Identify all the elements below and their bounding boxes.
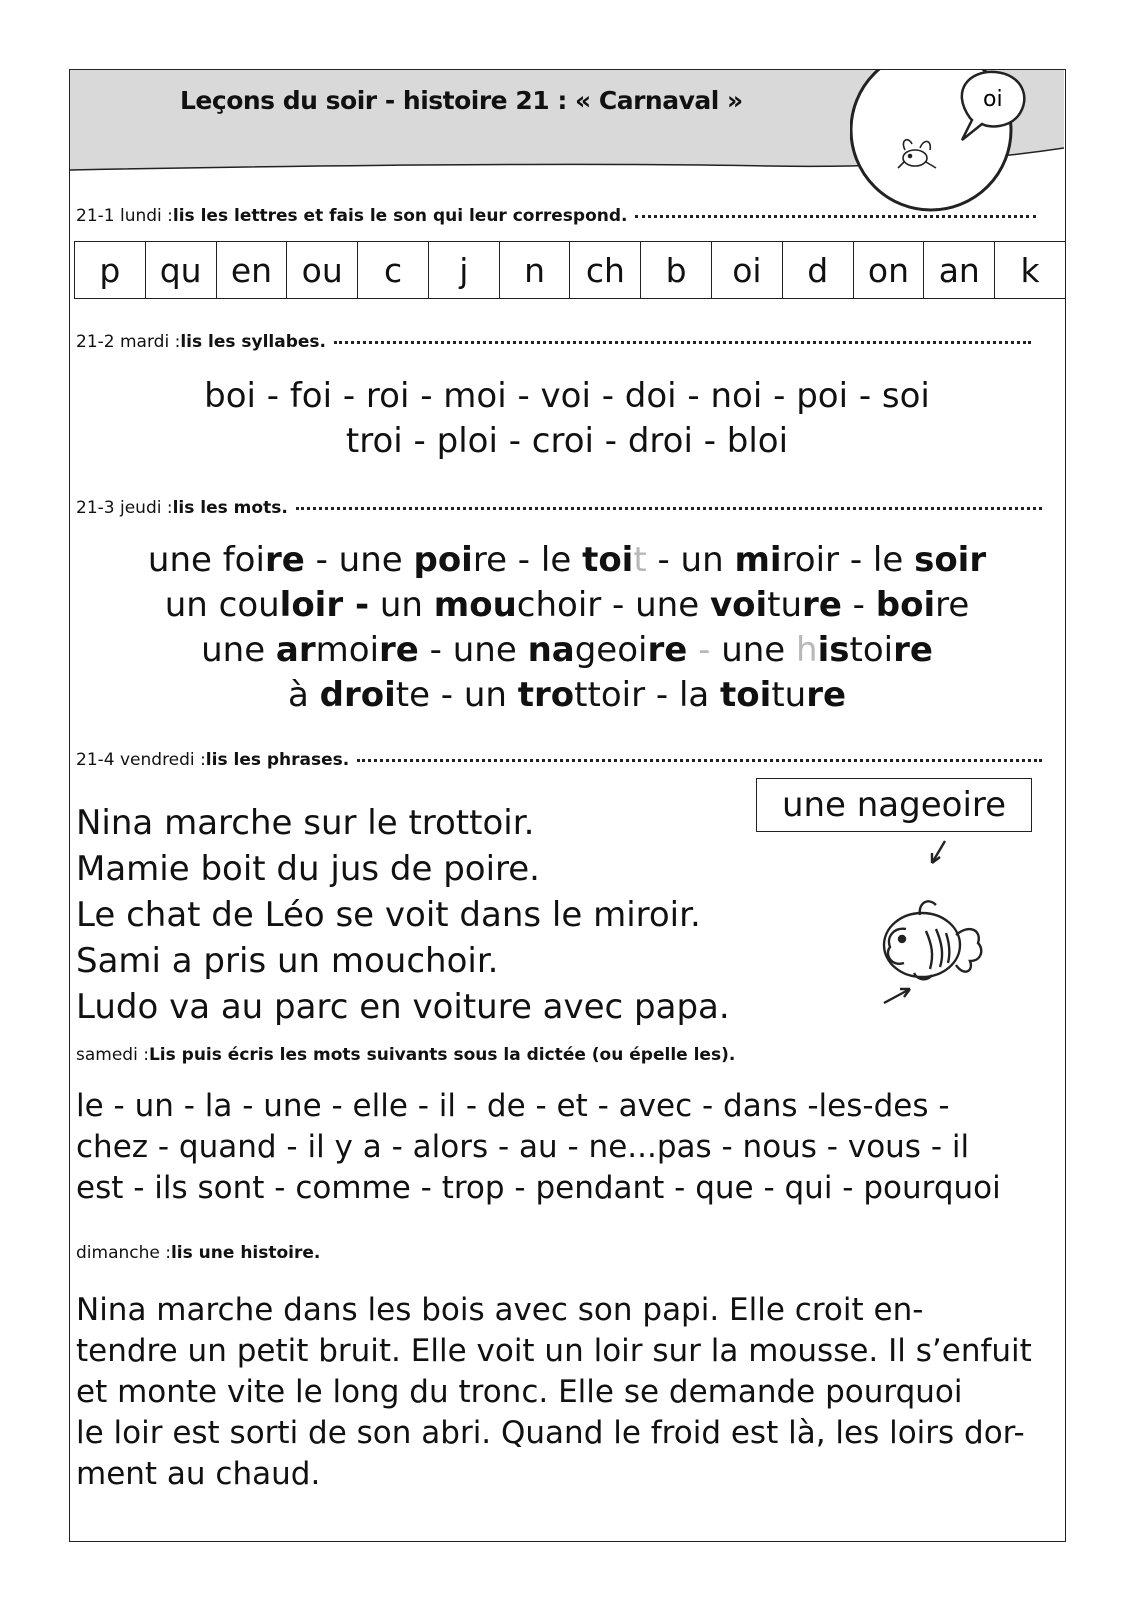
syllables-line-2: troi - ploi - croi - droi - bloi bbox=[345, 421, 789, 461]
bold-segment: boi bbox=[875, 585, 936, 625]
words-line bbox=[70, 540, 1064, 580]
story-line: et monte vite le long du tronc. Elle se demande pourquoi bbox=[76, 1374, 963, 1410]
story-block bbox=[76, 1290, 1032, 1495]
bubble-text: oi bbox=[983, 87, 1003, 112]
letters-table bbox=[74, 241, 1066, 299]
section-instruction: lis les lettres et fais le son qui leur correspond. bbox=[172, 206, 628, 226]
story-line: ment au chaud. bbox=[76, 1456, 321, 1492]
word-segment: - une bbox=[304, 540, 414, 580]
word-segment: - un bbox=[646, 540, 735, 580]
section-instruction: lis une histoire. bbox=[170, 1243, 321, 1263]
sentence: Mamie boit du jus de poire. bbox=[76, 849, 540, 889]
section-lundi-label bbox=[76, 206, 1036, 226]
letter-cell: j bbox=[429, 242, 500, 298]
section-day: 21-3 jeudi : bbox=[76, 498, 173, 518]
sight-words-line: chez - quand - il y a - alors - au - ne...pas - nous - vous - il bbox=[76, 1129, 970, 1165]
sound-badge bbox=[850, 70, 1050, 220]
bold-segment: droi bbox=[319, 675, 396, 715]
bold-segment: soir bbox=[914, 540, 987, 580]
illustration-label-box: une nageoire bbox=[756, 778, 1032, 832]
word-segment: - bbox=[687, 630, 722, 670]
bold-segment: re bbox=[893, 630, 933, 670]
letter-cell: qu bbox=[146, 242, 217, 298]
letter-cell: oi bbox=[712, 242, 783, 298]
section-day: samedi : bbox=[76, 1045, 149, 1065]
section-instruction: lis les phrases. bbox=[205, 750, 350, 770]
sight-words-line: est - ils sont - comme - trop - pendant - que - qui - pourquoi bbox=[76, 1170, 1001, 1206]
page-title: Leçons du soir - histoire 21 : « Carnaval » bbox=[180, 86, 743, 115]
word-segment: moi bbox=[315, 630, 380, 670]
letter-cell: en bbox=[217, 242, 288, 298]
word-segment: toi bbox=[849, 630, 894, 670]
sight-words-block bbox=[76, 1086, 1001, 1209]
bold-segment: poi bbox=[413, 540, 473, 580]
section-dimanche-label bbox=[76, 1243, 320, 1263]
story-line: le loir est sorti de son abri. Quand le froid est là, les loirs dor- bbox=[76, 1415, 1025, 1451]
section-day: 21-2 mardi : bbox=[76, 332, 181, 352]
fish-illustration bbox=[870, 835, 1030, 1015]
word-segment: une bbox=[721, 630, 797, 670]
word-segment: - bbox=[841, 585, 876, 625]
word-segment: choir - une bbox=[516, 585, 710, 625]
words-line bbox=[70, 630, 1064, 670]
word-segment: roir - le bbox=[781, 540, 915, 580]
section-day: 21-4 vendredi : bbox=[76, 750, 206, 770]
section-instruction: Lis puis écris les mots suivants sous la dictée (ou épelle les). bbox=[148, 1045, 736, 1065]
bold-segment: re bbox=[806, 675, 847, 715]
sentence: Ludo va au parc en voiture avec papa. bbox=[76, 987, 730, 1027]
bold-segment: mi bbox=[734, 540, 782, 580]
bold-segment: voi bbox=[709, 585, 768, 625]
syllables-line-1: boi - foi - roi - moi - voi - doi - noi - poi - soi bbox=[204, 376, 930, 416]
section-jeudi-label bbox=[76, 498, 1042, 518]
sight-words-line: le - un - la - une - elle - il - de - et - avec - dans -les-des - bbox=[76, 1088, 950, 1124]
word-segment: tu bbox=[767, 585, 803, 625]
story-line: Nina marche dans les bois avec son papi. Elle croit en- bbox=[76, 1292, 924, 1328]
bold-segment: tro bbox=[517, 675, 575, 715]
words-line bbox=[70, 585, 1064, 625]
letter-cell: an bbox=[924, 242, 995, 298]
letter-cell: k bbox=[1020, 250, 1040, 290]
section-instruction: lis les syllabes. bbox=[180, 332, 326, 352]
letter-cell: p bbox=[75, 242, 146, 298]
letter-cell: ch bbox=[570, 242, 641, 298]
word-segment: un cou bbox=[164, 585, 280, 625]
bold-segment: is bbox=[817, 630, 850, 670]
bold-segment: re bbox=[802, 585, 842, 625]
bold-segment: re bbox=[647, 630, 688, 670]
letter-cell: n bbox=[500, 242, 571, 298]
worksheet bbox=[69, 69, 1066, 1542]
section-instruction: lis les mots. bbox=[172, 498, 288, 518]
bold-segment: re bbox=[379, 630, 419, 670]
bold-segment: loir - bbox=[279, 585, 370, 625]
dotted-rule bbox=[635, 215, 1036, 218]
word-segment: geoi bbox=[574, 630, 648, 670]
word-segment: te - un bbox=[395, 675, 518, 715]
word-segment: re bbox=[935, 585, 970, 625]
words-line bbox=[70, 675, 1064, 715]
bold-segment: re bbox=[264, 540, 305, 580]
header-banner bbox=[70, 70, 1064, 180]
section-mardi-label bbox=[76, 332, 1031, 352]
sentence: Nina marche sur le trottoir. bbox=[76, 803, 535, 843]
letter-cell: ou bbox=[287, 242, 358, 298]
section-vendredi-label bbox=[76, 750, 1042, 770]
word-segment: - une bbox=[418, 630, 528, 670]
bold-segment: na bbox=[527, 630, 575, 670]
dotted-rule bbox=[357, 759, 1042, 762]
bold-segment: ar bbox=[275, 630, 316, 670]
word-segment: re - le bbox=[472, 540, 583, 580]
letter-cell: b bbox=[641, 242, 712, 298]
sentences-block bbox=[76, 800, 730, 1030]
letter-cell: on bbox=[854, 242, 925, 298]
word-segment: t bbox=[633, 540, 647, 580]
dotted-rule bbox=[296, 507, 1042, 510]
section-samedi-label bbox=[76, 1045, 735, 1065]
story-line: tendre un petit bruit. Elle voit un loir sur la mousse. Il s’enfuit bbox=[76, 1333, 1032, 1369]
word-segment: à bbox=[287, 675, 320, 715]
arrow-line bbox=[932, 841, 945, 863]
section-day: 21-1 lundi : bbox=[76, 206, 173, 226]
bold-segment: toi bbox=[720, 675, 772, 715]
word-segment: tu bbox=[771, 675, 807, 715]
word-segment: h bbox=[796, 630, 818, 670]
section-day: dimanche : bbox=[76, 1243, 171, 1263]
word-segment: un bbox=[369, 585, 434, 625]
dotted-rule bbox=[334, 341, 1031, 344]
letter-cell: d bbox=[783, 242, 854, 298]
sentence: Le chat de Léo se voit dans le miroir. bbox=[76, 895, 701, 935]
letter-cell: c bbox=[358, 242, 429, 298]
word-segment: ttoir - la bbox=[574, 675, 721, 715]
sentence: Sami a pris un mouchoir. bbox=[76, 941, 499, 981]
bold-segment: toi bbox=[582, 540, 634, 580]
word-segment: une bbox=[201, 630, 276, 670]
word-segment: une foi bbox=[147, 540, 265, 580]
bold-segment: mou bbox=[433, 585, 517, 625]
